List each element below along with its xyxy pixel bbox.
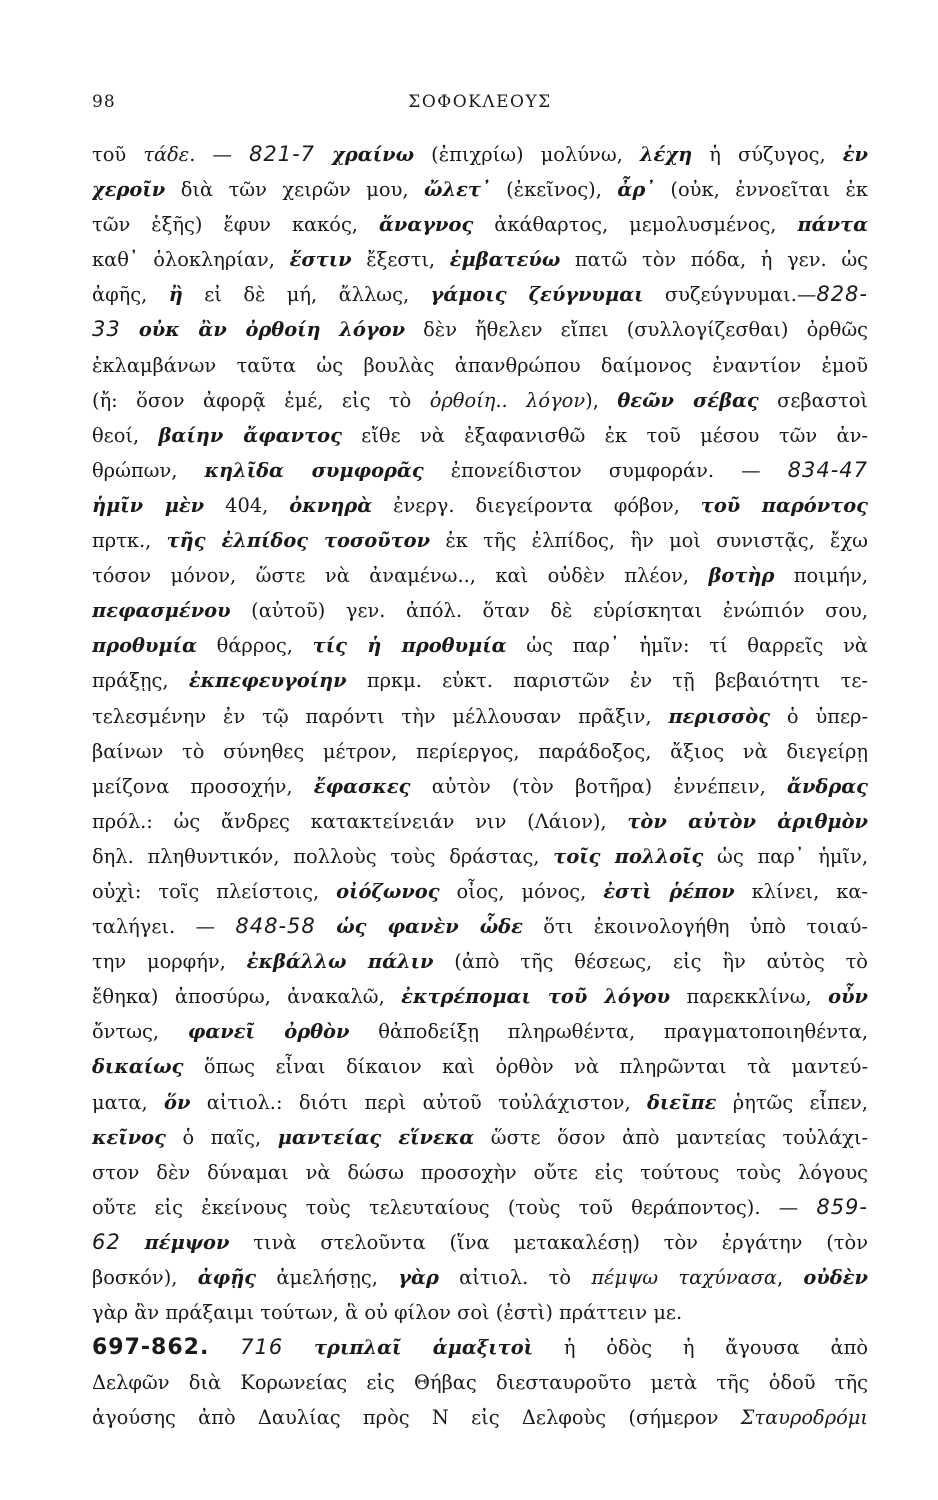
text-run: ἡ ὁδὸς ἡ ἄγουσα ἀπὸ <box>533 1336 868 1360</box>
text-run: 404, <box>204 493 290 517</box>
text-run: ὅτι ἐκοινολογήθη ὑπὸ τοιαύ- <box>522 915 868 939</box>
text-line <box>92 207 868 242</box>
text-run: πρκμ. εὐκτ. παριστῶν ἐν τῇ βεβαιότητι τε- <box>346 669 868 693</box>
lemma: ἐκτρέπομαι τοῦ λόγου <box>401 985 671 1009</box>
text-run: αἰτιολ. τὸ <box>438 1266 592 1289</box>
text-run: . — <box>189 143 249 166</box>
italic-run: Σταυροδρόμι <box>740 1406 868 1430</box>
text-line <box>92 1295 868 1330</box>
verse-reference: 62 <box>92 1229 121 1254</box>
text-line <box>92 839 868 874</box>
text-line <box>92 1049 868 1084</box>
text-line <box>92 1330 868 1365</box>
text-line <box>92 383 868 418</box>
text-run: πατῶ τὸν πόδα, ἡ γεν. ὡς <box>560 248 868 272</box>
text-run: την μορφήν, <box>92 950 247 974</box>
verse-reference: 33 <box>92 317 121 342</box>
text-run: (ἤ: ὅσον ἀφορᾷ ἐμέ, εἰς τὸ <box>92 388 430 412</box>
text-run: ), <box>585 388 618 412</box>
lemma: γάμοις ζεύγνυμαι <box>430 283 644 307</box>
text-run: βοσκόν), <box>92 1266 198 1289</box>
text-run: τοῦ <box>92 143 144 166</box>
text-line <box>92 979 868 1014</box>
italic-run: τάδε <box>143 143 190 166</box>
lemma: ὡς φανὲν ὧδε <box>336 915 523 939</box>
text-run: θάρρος, <box>196 634 313 658</box>
text-line <box>92 628 868 663</box>
lemma: προθυμία <box>92 634 197 658</box>
text-line <box>92 523 868 558</box>
text-run: εἴθε νὰ ἐξαφανισθῶ ἐκ τοῦ μέσου τῶν ἀν- <box>341 423 868 447</box>
text-line <box>92 874 868 909</box>
text-run: ἀφῆς, <box>92 283 169 307</box>
text-line <box>92 1400 868 1435</box>
text-run: κλίνει, κα- <box>734 879 868 903</box>
text-run: οὔτε εἰς ἐκείνους τοὺς τελευταίους (τοὺς τοῦ θεράποντος). — <box>92 1195 817 1219</box>
text-line <box>92 1155 868 1190</box>
text-run: ἀκάθαρτος, μεμολυσμένος, <box>473 213 798 237</box>
text-run: διὰ τῶν χειρῶν μου, <box>165 178 425 202</box>
text-line <box>92 558 868 593</box>
lemma: γὰρ <box>398 1266 439 1289</box>
text-line <box>92 1260 868 1295</box>
verse-reference: 828- <box>816 282 868 307</box>
text-run: (ἀπὸ τῆς θέσεως, εἰς ἣν αὐτὸς τὸ <box>433 950 868 974</box>
text-run: ῥητῶς εἶπεν, <box>716 1090 868 1114</box>
text-run: ὥστε ὅσον ἀπὸ μαντείας τοὐλάχι- <box>474 1125 868 1149</box>
lemma: τοῖς πολλοῖς <box>553 844 704 868</box>
text-run: ἔξεστι, <box>351 248 450 272</box>
text-run <box>121 1231 145 1254</box>
lemma: λέχη <box>639 143 693 166</box>
text-run: τινὰ στελοῦντα (ἵνα μετακαλέσῃ) τὸν ἐργάτην (τὸν <box>229 1230 868 1254</box>
lemma: οἰόζωνος <box>336 879 440 903</box>
lemma: τοῦ παρόντος <box>700 493 868 517</box>
lemma: οὐδὲν <box>803 1266 868 1289</box>
lemma: ἐκβάλλω πάλιν <box>246 950 434 974</box>
italic-run: ὀρθοίη.. λόγον <box>429 388 586 412</box>
lemma: ἔστιν <box>289 248 352 272</box>
lemma: ἐν <box>842 143 868 166</box>
lemma: ἔφασκες <box>313 774 411 798</box>
text-run: συζεύγνυμαι.— <box>643 283 817 307</box>
commentary-text <box>92 137 868 1435</box>
lemma: διεῖπε <box>646 1090 717 1114</box>
text-line <box>92 944 868 979</box>
verse-reference: 821-7 <box>249 142 316 166</box>
text-run: καθ᾽ ὁλοκληρίαν, <box>92 248 290 272</box>
text-run: δὲν ἤθελεν εἴπει (συλλογίζεσθαι) ὀρθῶς <box>405 318 868 342</box>
text-run: ὡς παρ᾽ ἡμῖν, <box>703 844 868 868</box>
text-line <box>92 699 868 734</box>
text-run: θρώπων, <box>92 458 205 482</box>
text-run <box>209 1336 240 1359</box>
lemma: οὖν <box>828 985 868 1009</box>
text-line <box>92 488 868 523</box>
lemma: ἄναγνος <box>378 213 474 237</box>
text-run <box>283 1336 314 1359</box>
text-line <box>92 1225 868 1260</box>
text-run: τῶν ἑξῆς) ἔφυν κακός, <box>92 213 379 237</box>
lemma: τῆς ἐλπίδος τοσοῦτον <box>166 529 431 553</box>
text-run: ἐκ τῆς ἐλπίδος, ἣν μοὶ συνιστᾷς, ἔχω <box>430 529 868 553</box>
page-number: 98 <box>92 92 116 112</box>
lemma: ὅν <box>164 1090 191 1114</box>
text-run: τελεσμένην ἐν τῷ παρόντι τὴν μέλλουσαν πρᾶξιν, <box>92 704 669 728</box>
text-line <box>92 909 868 944</box>
lemma: χραίνω <box>332 143 415 166</box>
text-line <box>92 1365 868 1400</box>
lemma: κηλῖδα συμφορᾶς <box>204 458 424 482</box>
lemma: οὐκ ἂν ὀρθοίη λόγον <box>138 318 406 342</box>
text-run: ἐκλαμβάνων ταῦτα ὡς βουλὰς ἀπανθρώπου δαίμονος ἐναντίον ἐμοῦ <box>92 353 868 377</box>
text-run: ἐπονείδιστον συμφοράν. — <box>423 458 788 482</box>
text-line <box>92 593 868 628</box>
verse-reference: 834-47 <box>787 457 868 482</box>
lemma: ἢ <box>168 283 183 307</box>
text-run: ματα, <box>92 1090 165 1114</box>
lemma: βοτὴρ <box>708 564 775 588</box>
text-run: Δελφῶν διὰ Κορωνείας εἰς Θήβας διεσταυροῦτο μετὰ τῆς ὁδοῦ τῆς <box>92 1371 868 1395</box>
lemma: φανεῖ ὀρθὸν <box>187 1020 350 1044</box>
text-line <box>92 348 868 383</box>
text-run: ὁ ὑπερ- <box>770 704 868 728</box>
lemma: βαίην ἄφαντος <box>158 423 342 447</box>
lemma: πεφασμένου <box>92 599 231 623</box>
text-run: πρτκ., <box>92 529 167 553</box>
text-line <box>92 242 868 277</box>
lemma: ἡμῖν μὲν <box>92 493 205 517</box>
text-run: (ἐπιχρίω) μολύνω, <box>414 143 640 166</box>
text-line <box>92 1190 868 1225</box>
text-run: οἶος, μόνος, <box>439 879 604 903</box>
text-run: πρόλ.: ὡς ἄνδρες κατακτείνειάν νιν (Λάιον), <box>92 809 628 833</box>
lemma: περισσὸς <box>668 704 771 728</box>
text-run: βαίνων τὸ σύνηθες μέτρον, περίεργος, παράδοξος, ἄξιος νὰ διεγείρῃ <box>92 739 868 763</box>
text-run: αὐτὸν (τὸν βοτῆρα) ἐννέπειν, <box>410 774 788 798</box>
text-run: μείζονα προσοχήν, <box>92 774 314 798</box>
verse-reference: 859- <box>816 1194 868 1219</box>
verse-reference: 848-58 <box>235 914 316 939</box>
text-line <box>92 1085 868 1120</box>
lemma: τίς ἡ προθυμία <box>312 634 507 658</box>
text-run: θεοί, <box>92 423 159 447</box>
text-run: πράξῃς, <box>92 669 189 693</box>
text-run: ὄντως, <box>92 1020 188 1044</box>
lemma: πέμψον <box>144 1230 230 1254</box>
text-run: ἡ σύζυγος, <box>692 143 843 166</box>
text-line <box>92 137 868 172</box>
text-run: παρεκκλίνω, <box>670 985 829 1009</box>
text-run: (οὐκ, ἐννοεῖται ἐκ <box>654 178 868 202</box>
lemma: δικαίως <box>92 1055 184 1079</box>
text-run: ταλήγει. — <box>92 915 236 939</box>
lemma: ἐμβατεύω <box>449 248 561 272</box>
text-run: ἔθηκα) ἀποσύρω, ἀνακαλῶ, <box>92 985 402 1009</box>
lemma: χεροῖν <box>92 178 166 202</box>
text-run <box>315 143 332 166</box>
text-line <box>92 1120 868 1155</box>
text-run <box>316 915 336 938</box>
text-line <box>92 769 868 804</box>
text-line <box>92 312 868 347</box>
section-reference: 697-862. <box>92 1335 210 1361</box>
text-run: ὅπως εἶναι δίκαιον καὶ ὀρθὸν νὰ πληρῶνται τὰ μαντεύ- <box>183 1055 868 1079</box>
lemma: ἐκπεφευγοίην <box>188 669 347 693</box>
text-line <box>92 418 868 453</box>
text-line <box>92 734 868 769</box>
text-line <box>92 172 868 207</box>
verse-reference: 716 <box>240 1335 284 1360</box>
lemma: μαντείας εἵνεκα <box>277 1125 475 1149</box>
text-run: στον δὲν δύναμαι νὰ δώσω προσοχὴν οὔτε εἰς τούτους τοὺς λόγους <box>92 1160 868 1184</box>
text-line <box>92 804 868 839</box>
text-run: , <box>776 1266 804 1289</box>
text-line <box>92 453 868 488</box>
text-run: ὡς παρ᾽ ἡμῖν: τί θαρρεῖς νὰ <box>506 634 868 658</box>
text-run: οὐχὶ: τοῖς πλείστοις, <box>92 879 337 903</box>
text-run: εἰ δὲ μή, ἄλλως, <box>182 283 431 307</box>
lemma: ὤλετ᾽ <box>424 178 491 202</box>
text-run: σεβαστοὶ <box>758 388 868 412</box>
text-line <box>92 1014 868 1049</box>
lemma: ἄνδρας <box>787 774 868 798</box>
text-run: ἐνεργ. διεγείροντα φόβον, <box>372 493 701 517</box>
lemma: ὀκνηρὰ <box>289 493 373 517</box>
lemma: ἐστὶ ῥέπον <box>603 879 735 903</box>
text-run <box>121 318 139 341</box>
lemma: τριπλαῖ ἁμαξιτοὶ <box>314 1336 534 1360</box>
text-run: (αὐτοῦ) γεν. ἀπόλ. ὅταν δὲ εὑρίσκηται ἐνώπιόν σου, <box>230 599 868 623</box>
text-line <box>92 277 868 312</box>
italic-run: πέμψω ταχύνασα <box>591 1266 777 1289</box>
lemma: κεῖνος <box>92 1125 166 1149</box>
text-run: θἀποδείξῃ πληρωθέντα, πραγματοποιηθέντα, <box>349 1020 868 1044</box>
lemma: ἀφῇς <box>197 1266 257 1289</box>
text-run: ἀγούσης ἀπὸ Δαυλίας πρὸς Ν εἰς Δελφοὺς (σήμερον <box>92 1406 741 1430</box>
text-run: ὁ παῖς, <box>165 1125 278 1149</box>
lemma: ἆρ᾽ <box>617 178 655 202</box>
text-run: γὰρ ἂν πράξαιμι τούτων, ἃ οὐ φίλον σοὶ (ἐστὶ) πράττειν με. <box>92 1301 683 1325</box>
text-run: τόσον μόνον, ὥστε νὰ ἀναμένω.., καὶ οὐδὲν πλέον, <box>92 564 709 588</box>
lemma: πάντα <box>797 213 868 237</box>
lemma: τὸν αὐτὸν ἀριθμὸν <box>627 809 868 833</box>
running-head <box>92 92 868 116</box>
text-run: ποιμήν, <box>774 564 868 588</box>
text-run: (ἐκεῖνος), <box>490 178 618 202</box>
text-run: ἀμελήσῃς, <box>256 1266 399 1289</box>
text-run: δηλ. πληθυντικόν, πολλοὺς τοὺς δράστας, <box>92 844 554 868</box>
text-line <box>92 663 868 698</box>
running-title: ΣΟΦΟΚΛΕΟΥΣ <box>408 92 552 112</box>
lemma: θεῶν σέβας <box>617 388 759 412</box>
text-run: αἰτιολ.: διότι περὶ αὐτοῦ τοὐλάχιστον, <box>190 1090 647 1114</box>
